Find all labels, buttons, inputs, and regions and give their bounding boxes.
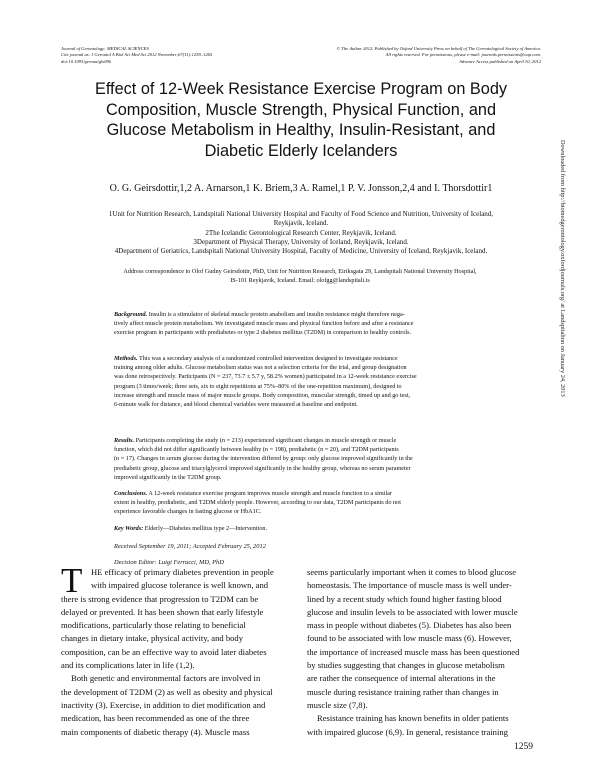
body-line: main components of diabetic therapy (4). Muscle mass: [61, 726, 250, 737]
abstract-line: Insulin is a stimulator of skeletal muscle protein anabolism and insulin resistance might therefore nega-: [148, 311, 405, 318]
correspondence-line: IS-101 Reykjavik, Iceland. Email: olofgg@landspitali.is: [230, 276, 370, 284]
header-left-line: Journal of Gerontology: MEDICAL SCIENCES: [61, 46, 149, 51]
body-line: are rather the consequence of internal alterations in the: [307, 673, 496, 684]
key-words: [114, 524, 498, 533]
affiliation-line: 3Department of Physical Therapy, University of Iceland, Reykjavik, Iceland.: [193, 237, 409, 246]
abstract-line: improved significantly in the T2DM group.: [114, 473, 222, 481]
affiliations: [60, 210, 542, 256]
body-line: with impaired glucose (6,9). In general, resistance training: [307, 726, 508, 737]
abstract-methods: [114, 354, 498, 409]
body-right-column: [307, 566, 541, 739]
body-line: the importance of increased muscle mass has been questioned: [307, 646, 520, 657]
body-line: medication, has been recommended as one of the three: [61, 713, 250, 724]
header-left-line: Cite journal as: J Gerontol A Biol Sci Med Sci 2012 November;67(11):1259–1265: [61, 52, 213, 58]
abstract-line: (n = 17). Changes in serum glucose during the intervention differed by group: only glucose improved significantly in the: [114, 455, 413, 463]
abstract-line: prediabetic group, glucose and triacylglycerol improved significantly in the healthy group, whereas no serum parameter: [114, 464, 411, 472]
abstract-label: Results.: [114, 437, 135, 444]
header-right-line: All rights reserved. For permissions, please e-mail: journals.permissions@oup.com.: [385, 52, 541, 58]
page-number: 1259: [514, 742, 533, 752]
body-line: muscle size (7,8).: [307, 699, 368, 710]
body-line: by studies suggesting that changes in glucose metabolism: [307, 660, 505, 671]
author-list: O. G. Geirsdottir,1,2 A. Arnarson,1 K. Briem,3 A. Ramel,1 P. V. Jonsson,2,4 and I. Thorsdottir1: [109, 183, 493, 194]
article-title: [60, 79, 542, 161]
correspondence-address: [90, 268, 510, 285]
abstract-line: experience favorable changes in fasting glucose or HbA1C.: [114, 508, 262, 516]
affiliation-line: 1Unit for Nutrition Research, Landspitali National University Hospital and Faculty of Food Science and Nutrition, University of Iceland,: [108, 210, 494, 218]
journal-citation-header: [61, 46, 291, 65]
abstract-line: extent in healthy, prediabetic, and T2DM elderly people. However, according to our data, T2DM participants do not: [114, 499, 401, 507]
drop-cap: T: [61, 561, 83, 600]
download-side-note: Downloaded from http://biomedgerontology.oxfordjournals.org/ at Landspitalinn on January 24, 2013: [559, 140, 566, 397]
abstract-line: 6-minute walk for distance, and blood chemical variables were measured at baseline and endpoint.: [114, 401, 358, 409]
abstract-line: function, which did not differ significantly between healthy (n = 198), prediabetic (n = 20), and T2DM participants: [114, 446, 399, 454]
body-line: seems particularly important when it comes to blood glucose: [307, 567, 517, 577]
abstract-line: Participants completing the study (n = 213) experienced significant changes in muscle strength or muscle: [135, 437, 397, 444]
title-line: Diabetic Elderly Icelanders: [204, 141, 398, 160]
body-line: Resistance training has known benefits in older patients: [317, 713, 509, 724]
header-left-line: doi:10.1093/gerona/gls096: [61, 58, 111, 64]
body-line: inactivity (3). Exercise, in addition to diet modification and: [61, 699, 266, 710]
abstract-line: This was a secondary analysis of a randomized controlled intervention designed to investigate resistance: [139, 355, 398, 362]
abstract-line: increase strength and muscle mass of major muscle groups. Body composition, muscular strength, timed up and go test,: [114, 391, 411, 399]
body-line: with impaired glucose tolerance is well known, and: [91, 580, 269, 591]
abstract-background: [114, 310, 498, 338]
abstract-line: tively affect muscle protein metabolism. We investigated muscle mass and physical function before and after a resistance: [114, 320, 414, 328]
abstract-line: was done retrospectively. Participants (N = 237, 73.7 ± 5.7 y, 58.2% women) participated in a 12-week resistance exercise: [114, 373, 417, 381]
key-words-label: Key Words:: [114, 525, 144, 532]
body-line: there is strong evidence that progression to T2DM can be: [61, 593, 259, 604]
affiliation-line: Reykjavik, Iceland.: [273, 219, 329, 228]
abstract-label: Conclusions.: [114, 490, 148, 497]
body-line: delayed or prevented. It has been shown that early lifestyle: [61, 606, 264, 617]
abstract-label: Methods.: [114, 355, 138, 362]
received-dates: Received September 19, 2011; Accepted February 25, 2012: [114, 543, 266, 550]
correspondence-line: Address correspondence to Olof Gudny Geirsdottir, PhD, Unit for Nutrition Research, Eiriksgata 29, Landspitali National University Hospital,: [123, 268, 477, 275]
body-line: modifications, particularly those relating to beneficial: [61, 620, 246, 631]
body-line: Both genetic and environmental factors are involved in: [71, 673, 261, 684]
title-line: Composition, Muscle Strength, Physical Function, and: [105, 100, 497, 119]
body-line: found to be associated with low muscle mass (6). However,: [307, 633, 512, 644]
body-line: HE efficacy of primary diabetes prevention in people: [91, 567, 274, 577]
body-line: lined by a recent study which found higher fasting blood: [307, 593, 502, 604]
title-line: Glucose Metabolism in Healthy, Insulin-Resistant, and: [106, 121, 496, 139]
decision-editor: Decision Editor: Luigi Ferrucci, MD, PhD: [114, 559, 224, 566]
abstract-line: training among older adults. Glucose metabolism status was not a selection criteria for the trial, and group designation: [114, 364, 407, 372]
body-line: and its complications later in life (1,2).: [61, 660, 195, 671]
abstract-results: [114, 436, 498, 482]
abstract-label: Background.: [114, 311, 148, 318]
header-right-line: © The Author 2012. Published by Oxford University Press on behalf of The Gerontological Society of America.: [336, 46, 541, 51]
body-line: muscle during resistance training rather than changes in: [307, 686, 499, 697]
title-line: Effect of 12-Week Resistance Exercise Program on Body: [94, 80, 508, 98]
body-left-column: [61, 566, 295, 739]
key-words-text: Elderly—Diabetes mellitus type 2—Intervention.: [144, 525, 268, 532]
abstract-line: program (3 times/week; three sets, six to eight repetitions at 75%–80% of the one-repetition maximum), designed to: [114, 382, 402, 390]
body-line: the development of T2DM (2) as well as obesity and physical: [61, 686, 273, 697]
affiliation-line: 2The Icelandic Gerontological Research Center, Reykjavik, Iceland.: [205, 228, 397, 237]
header-right-line: Advance Access published on April 10, 2012: [459, 58, 541, 64]
body-line: homeostasis. The importance of muscle mass is well under-: [307, 580, 512, 591]
abstract-line: exercise program in participants with prediabetes or type 2 diabetes mellitus (T2DM) in comparison to healthy controls.: [114, 329, 412, 337]
body-line: mass in people without diabetes (5). Diabetes has also been: [307, 620, 512, 631]
abstract-conclusions: [114, 489, 498, 517]
body-line: glucose and insulin levels to be associated with lower muscle: [307, 606, 518, 617]
affiliation-line: 4Department of Geriatrics, Landspitali National University Hospital, Faculty of Medicine, University of Iceland, Reykjavik, Iceland.: [114, 247, 488, 256]
body-line: composition, can be an effective way to avoid later diabetes: [61, 646, 267, 657]
abstract-line: A 12-week resistance exercise program improves muscle strength and muscle function to a similar: [148, 490, 392, 497]
body-line: changes in dietary intake, physical activity, and body: [61, 633, 244, 644]
copyright-header: [306, 46, 541, 65]
